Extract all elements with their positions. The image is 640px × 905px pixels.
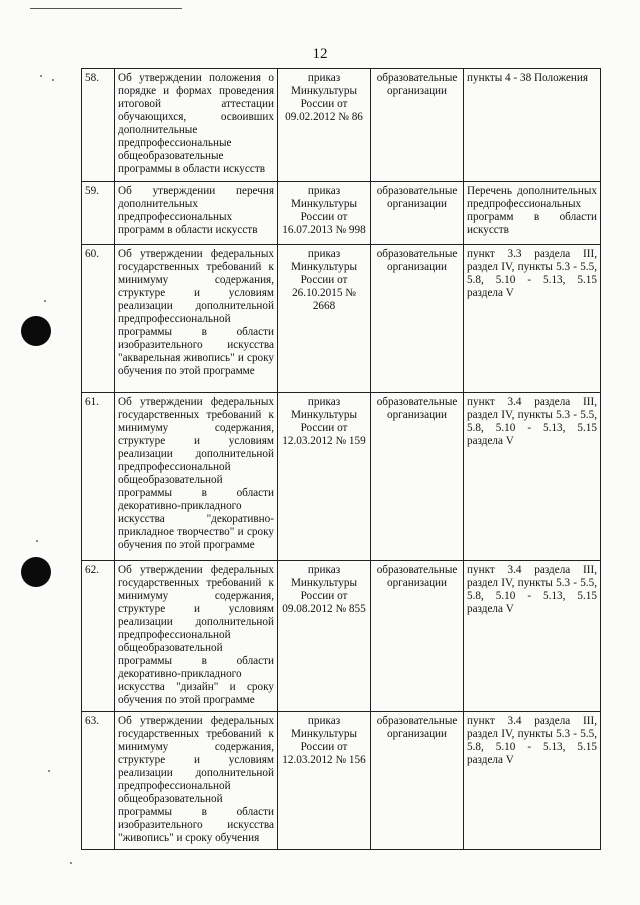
act-title: Об утверждении положения о порядке и формах проведения итоговой аттестации обучающихся, освоивших дополнительные предпрофессиональные общеобразовательные программы в области искусств [115,69,278,182]
row-number: 61. [82,393,115,561]
punch-hole-upper [21,316,51,346]
act-subjects: образовательные организации [371,712,464,850]
act-subjects: образовательные организации [371,182,464,245]
scan-speck [70,862,72,864]
act-title: Об утверждении федеральных государственных требований к минимуму содержания, структуре и условиям реализации дополнительной предпрофессиональной общеобразовательной программы в области декоративно-прикладного искусства "декоративно-прикладное творчество" и сроку обучения по этой программе [115,393,278,561]
row-number: 59. [82,182,115,245]
act-items: пункт 3.4 раздела III, раздел IV, пункты 5.3 - 5.5, 5.8, 5.10 - 5.13, 5.15 раздела V [464,393,601,561]
scan-speck [48,770,50,772]
act-items: пункт 3.4 раздела III, раздел IV, пункты 5.3 - 5.5, 5.8, 5.10 - 5.13, 5.15 раздела V [464,561,601,712]
table-row [82,393,601,561]
regulations-table [81,68,601,850]
row-number: 58. [82,69,115,182]
act-order: приказ Минкультуры России от 09.02.2012 № 86 [278,69,371,182]
table-row [82,561,601,712]
act-order: приказ Минкультуры России от 09.08.2012 № 855 [278,561,371,712]
act-items: пункты 4 - 38 Положения [464,69,601,182]
act-order: приказ Минкультуры России от 16.07.2013 № 998 [278,182,371,245]
act-order: приказ Минкультуры России от 12.03.2012 № 156 [278,712,371,850]
table-row [82,69,601,182]
act-items: пункт 3.3 раздела III, раздел IV, пункты 5.3 - 5.5, 5.8, 5.10 - 5.13, 5.15 раздела V [464,245,601,393]
act-items: пункт 3.4 раздела III, раздел IV, пункты 5.3 - 5.5, 5.8, 5.10 - 5.13, 5.15 раздела V [464,712,601,850]
act-items: Перечень дополнительных предпрофессиональных программ в области искусств [464,182,601,245]
act-title: Об утверждении федеральных государственных требований к минимуму содержания, структуре и условиям реализации дополнительной предпрофессиональной общеобразовательной программы в области декоративно-прикладного искусства "дизайн" и сроку обучения по этой программе [115,561,278,712]
scan-speck [36,540,38,542]
act-subjects: образовательные организации [371,561,464,712]
punch-hole-lower [21,557,51,587]
act-order: приказ Минкультуры России от 26.10.2015 № 2668 [278,245,371,393]
row-number: 62. [82,561,115,712]
row-number: 60. [82,245,115,393]
act-subjects: образовательные организации [371,245,464,393]
act-title: Об утверждении федеральных государственных требований к минимуму содержания, структуре и условиям реализации дополнительной предпрофессиональной программы в области изобразительного искусства "акварельная живопись" и сроку обучения по этой программе [115,245,278,393]
table-row [82,182,601,245]
top-rule [30,8,182,9]
act-subjects: образовательные организации [371,69,464,182]
act-subjects: образовательные организации [371,393,464,561]
scan-speck [40,75,42,77]
page-number: 12 [312,46,328,62]
act-title: Об утверждении перечня дополнительных предпрофессиональных программ в области искусств [115,182,278,245]
act-order: приказ Минкультуры России от 12.03.2012 № 159 [278,393,371,561]
table-row [82,245,601,393]
act-title: Об утверждении федеральных государственных требований к минимуму содержания, структуре и условиям реализации дополнительной предпрофессиональной общеобразовательной программы в области изобразительного искусства "живопись" и сроку обучения [115,712,278,850]
scan-speck [52,79,54,81]
row-number: 63. [82,712,115,850]
table-row [82,712,601,850]
scan-speck [44,300,46,302]
